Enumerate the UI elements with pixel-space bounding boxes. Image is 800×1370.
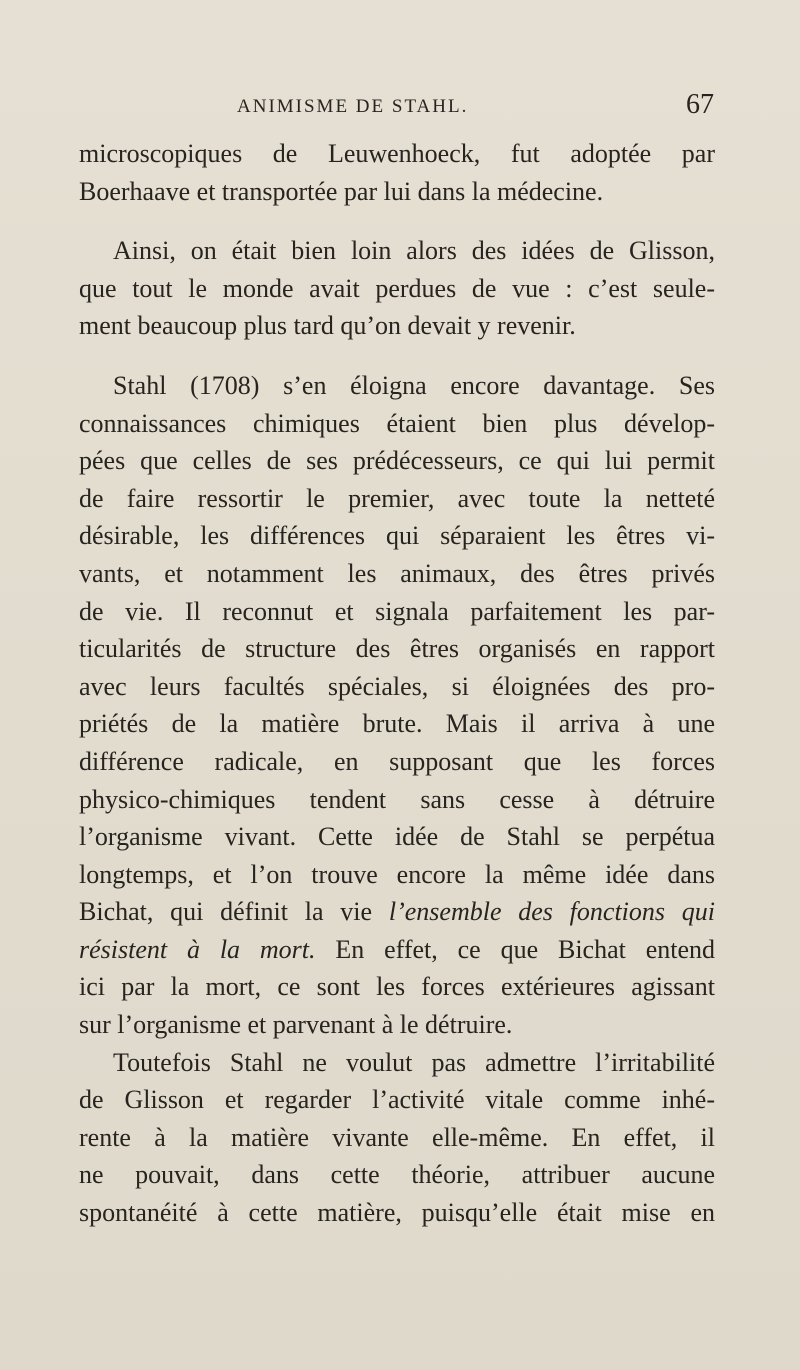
text-line: longtemps, et l’on trouve encore la même idée dans [79, 859, 715, 889]
text-line: Ainsi, on était bien loin alors des idées de Glisson, [113, 236, 715, 266]
text-line: Toutefois Stahl ne voulut pas admettre l’irritabilité [113, 1047, 715, 1077]
text-line: ici par la mort, ce sont les forces extérieures agissant [79, 972, 715, 1002]
text-line: ne pouvait, dans cette théorie, attribuer aucune [79, 1160, 715, 1190]
text-line: de vie. Il reconnut et signala parfaitement les par- [79, 596, 715, 626]
paragraph-gap [79, 210, 715, 232]
paragraph-continuation [79, 135, 715, 210]
text-line: désirable, les différences qui séparaient les êtres vi- [79, 521, 715, 551]
running-head: ANIMISME DE STAHL. [237, 96, 469, 117]
text-line: de faire ressortir le premier, avec toute la netteté [79, 483, 715, 513]
page-header [0, 89, 800, 122]
text-line: rente à la matière vivante elle-même. En effet, il [79, 1122, 715, 1152]
text-line: différence radicale, en supposant que les forces [79, 746, 715, 776]
text-line-with-italic [79, 893, 715, 931]
paragraph-glisson [79, 232, 715, 345]
italic-quote: l’ensemble des fonctions qui [388, 897, 715, 927]
text-line: sur l’organisme et parvenant à le détruire. [79, 1010, 513, 1040]
text-line: priétés de la matière brute. Mais il arriva à une [79, 709, 715, 739]
text-line: que tout le monde avait perdues de vue : c’est seule- [79, 273, 715, 303]
text-line: ment beaucoup plus tard qu’on devait y revenir. [79, 311, 576, 341]
body-text [79, 135, 715, 1232]
paragraph-toutefois [79, 1044, 715, 1232]
text-line: microscopiques de Leuwenhoeck, fut adoptée par [79, 139, 715, 168]
text-line: vants, et notamment les animaux, des êtres privés [79, 558, 715, 588]
text-line: physico-chimiques tendent sans cesse à détruire [79, 784, 715, 814]
italic-quote: résistent à la mort. [79, 934, 316, 964]
text-fragment: En effet, ce que Bichat entend [315, 934, 716, 964]
text-fragment: Bichat, qui définit la vie [79, 897, 373, 927]
text-line: spontanéité à cette matière, puisqu’elle était mise en [79, 1198, 715, 1228]
text-line: Boerhaave et transportée par lui dans la médecine. [79, 176, 604, 206]
text-line: pées que celles de ses prédécesseurs, ce qui lui permit [79, 446, 715, 476]
text-line: l’organisme vivant. Cette idée de Stahl se perpétua [79, 822, 715, 852]
page-number: 67 [686, 89, 714, 120]
text-line: Stahl (1708) s’en éloigna encore davantage. Ses [113, 370, 715, 400]
text-line: avec leurs facultés spéciales, si éloignées des pro- [79, 671, 715, 701]
text-line-with-italic [79, 931, 715, 969]
paragraph-gap [79, 345, 715, 367]
paragraph-stahl [79, 367, 715, 1044]
text-line: ticularités de structure des êtres organisés en rapport [79, 634, 715, 664]
text-line: connaissances chimiques étaient bien plus dévelop- [79, 408, 715, 438]
text-line: de Glisson et regarder l’activité vitale comme inhé- [79, 1085, 715, 1115]
